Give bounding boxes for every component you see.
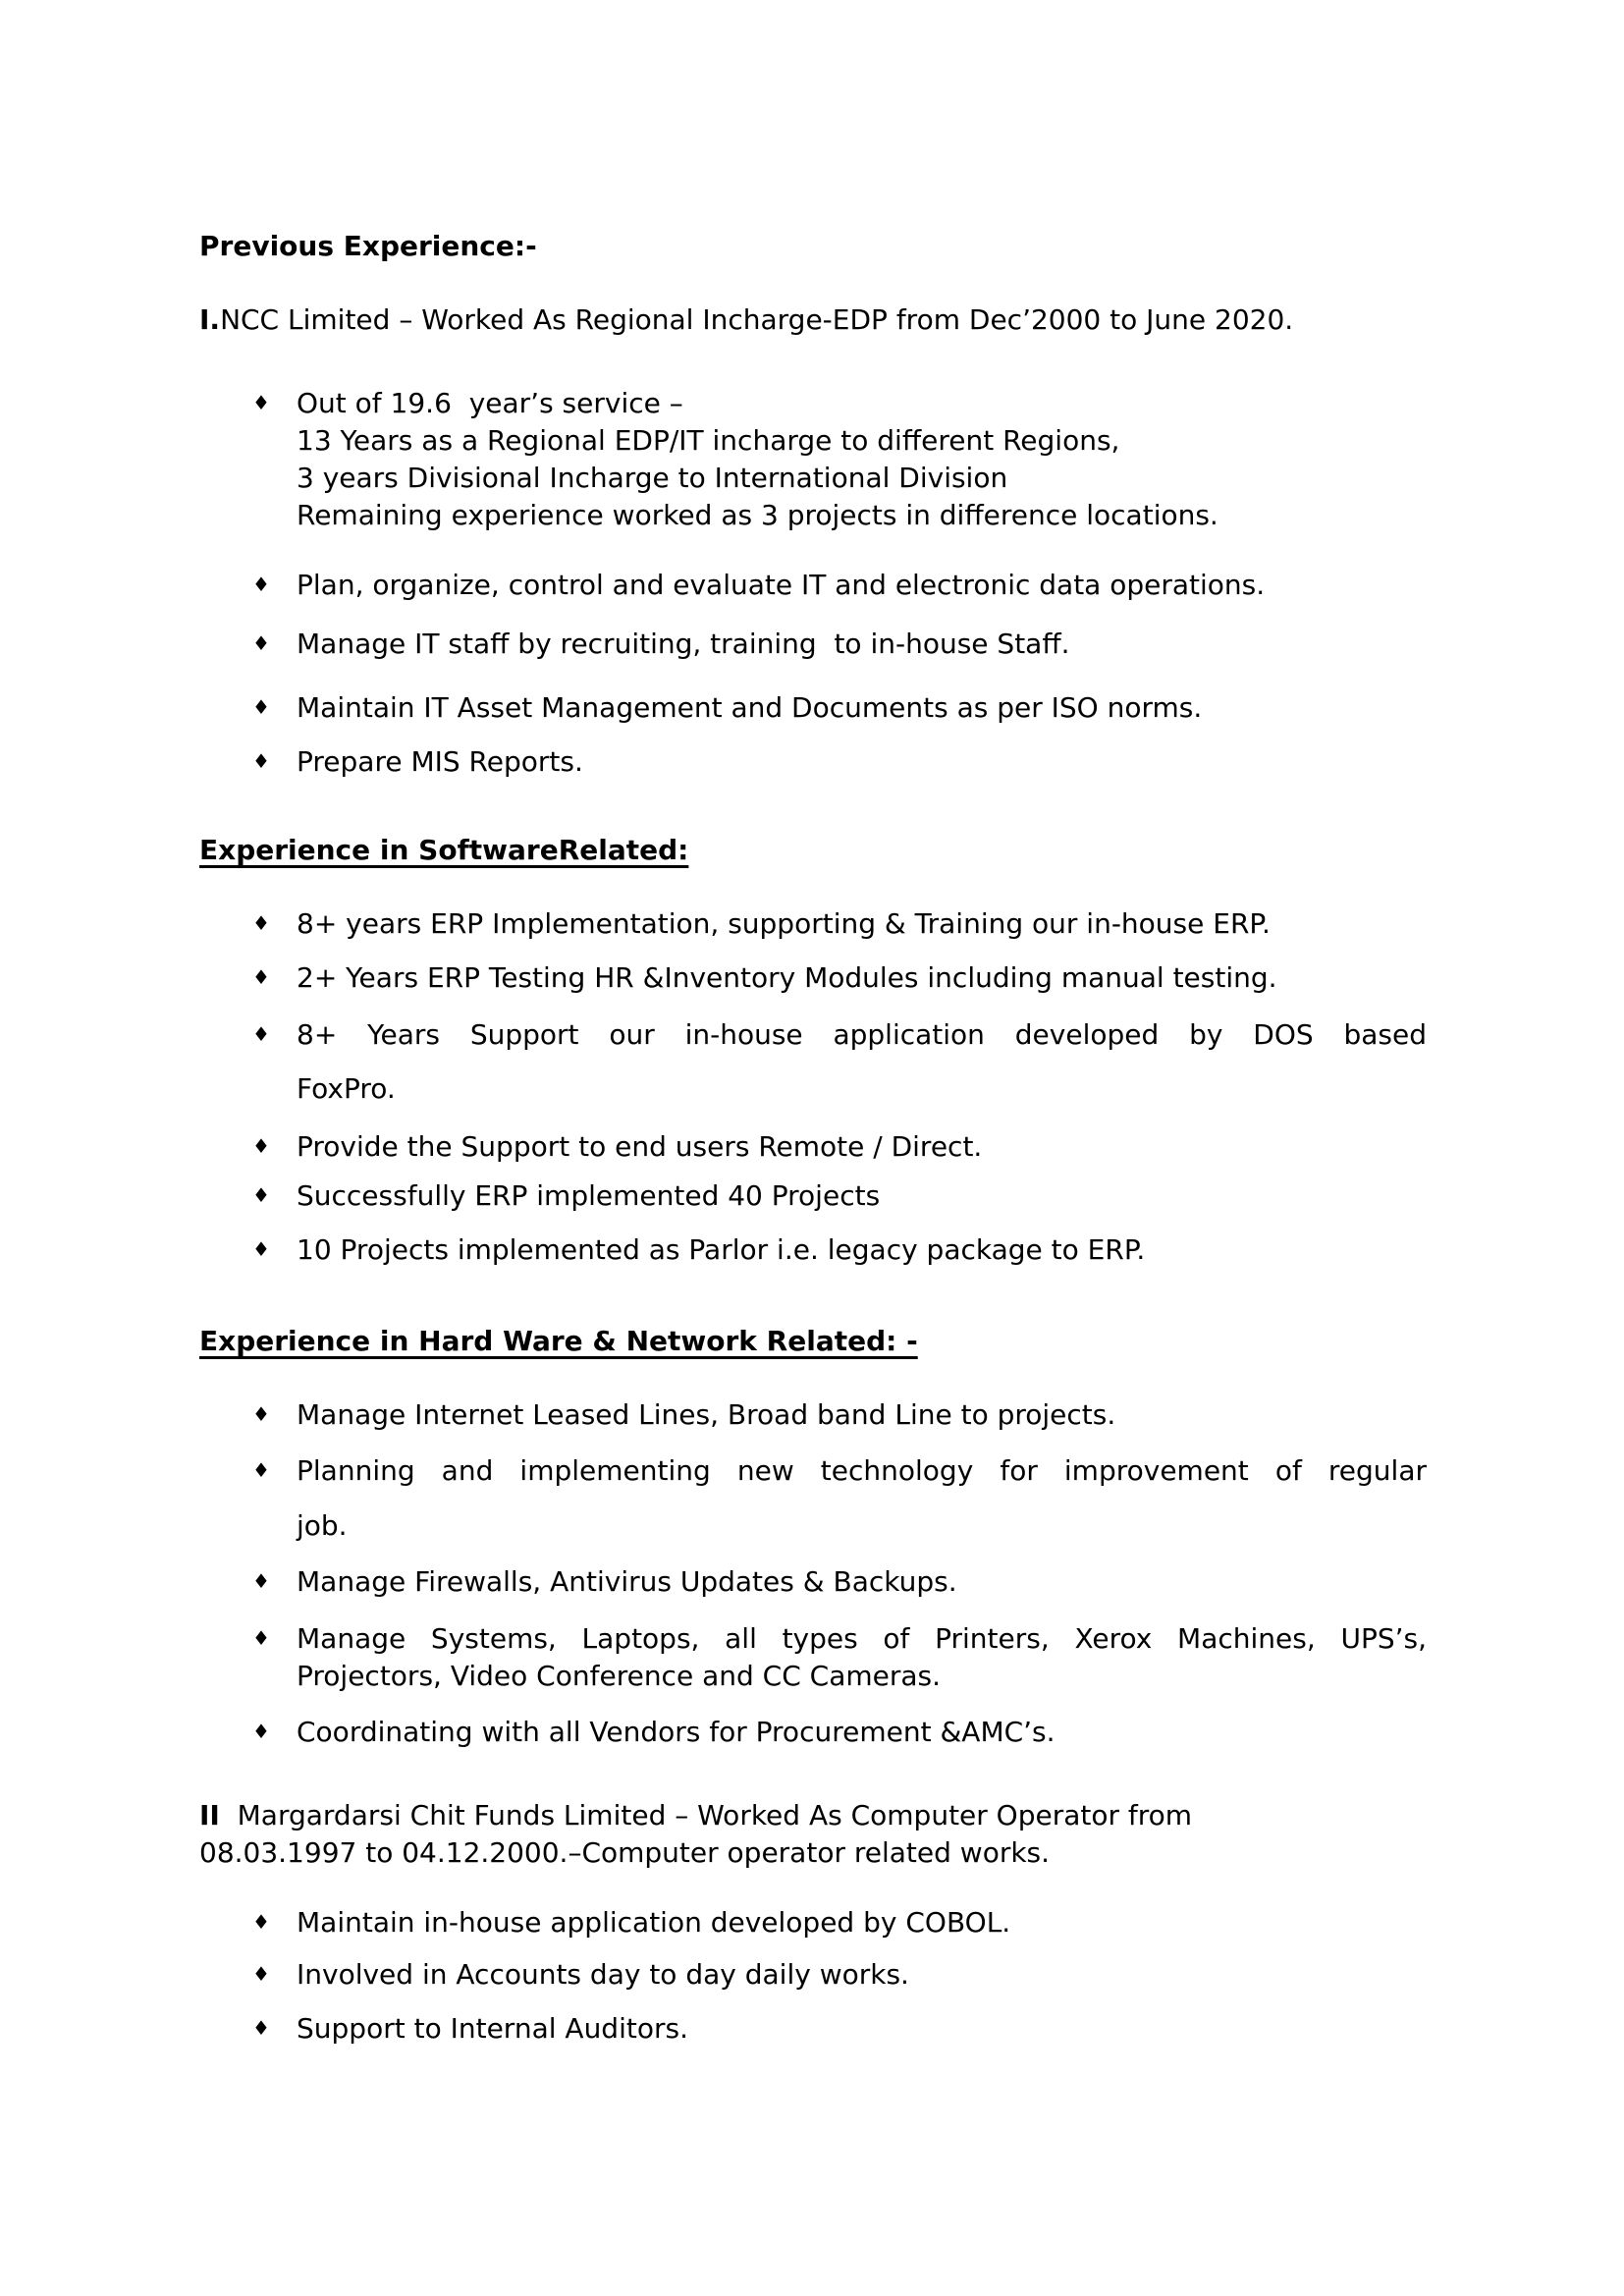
bullet-line: Maintain in-house application developed by COBOL. xyxy=(297,1906,1011,1939)
bullet-line: job. xyxy=(297,1509,348,1542)
bullet-line: Planning and implementing new technology for improvement of regular xyxy=(297,1454,1427,1487)
bullet-item xyxy=(199,1396,1427,1434)
bullet-line: Remaining experience worked as 3 projects in difference locations. xyxy=(297,499,1218,531)
bullet-item xyxy=(199,1620,1427,1695)
diamond-bullet-icon: ♦ xyxy=(252,1402,270,1426)
bullet-line: Maintain IT Asset Management and Documents as per ISO norms. xyxy=(297,691,1203,724)
diamond-bullet-icon: ♦ xyxy=(252,1962,270,1986)
diamond-bullet-icon: ♦ xyxy=(252,391,270,414)
employer2-numeral: II xyxy=(199,1799,220,1831)
diamond-bullet-icon: ♦ xyxy=(252,1910,270,1934)
section-heading-software: Experience in SoftwareRelated: xyxy=(199,834,689,866)
diamond-bullet-icon: ♦ xyxy=(252,631,270,655)
diamond-bullet-icon: ♦ xyxy=(252,2016,270,2040)
page-title: Previous Experience:- xyxy=(199,230,537,262)
bullet-item xyxy=(199,1452,1427,1545)
bullet-item xyxy=(199,689,1427,727)
employer2-line1 xyxy=(199,1797,1427,1834)
employer1-numeral: I. xyxy=(199,303,221,336)
diamond-bullet-icon: ♦ xyxy=(252,695,270,719)
bullet-line: 10 Projects implemented as Parlor i.e. legacy package to ERP. xyxy=(297,1233,1146,1266)
diamond-bullet-icon: ♦ xyxy=(252,749,270,773)
diamond-bullet-icon: ♦ xyxy=(252,1569,270,1593)
diamond-bullet-icon: ♦ xyxy=(252,1183,270,1207)
bullet-line: 3 years Divisional Incharge to International Division xyxy=(297,462,1008,494)
diamond-bullet-icon: ♦ xyxy=(252,573,270,596)
diamond-bullet-icon: ♦ xyxy=(252,1237,270,1261)
bullet-item xyxy=(199,1128,1427,1166)
employer1-title: NCC Limited – Worked As Regional Incharge-EDP from Dec’2000 to June 2020. xyxy=(220,303,1294,336)
bullet-line: Manage Firewalls, Antivirus Updates & Backups. xyxy=(297,1565,957,1598)
bullet-item xyxy=(199,567,1427,604)
bullet-line: 8+ Years Support our in-house application developed by DOS based xyxy=(297,1018,1427,1051)
bullet-line: Involved in Accounts day to day daily works. xyxy=(297,1958,909,1991)
bullet-item xyxy=(199,1563,1427,1601)
bullet-line: Support to Internal Auditors. xyxy=(297,2012,688,2045)
bullet-line: Provide the Support to end users Remote / Direct. xyxy=(297,1130,983,1163)
bullet-line: Out of 19.6 year’s service – xyxy=(297,387,683,419)
employer2-heading xyxy=(199,1797,1427,1872)
bullet-line: Prepare MIS Reports. xyxy=(297,745,583,778)
employer2-line2: 08.03.1997 to 04.12.2000.–Computer operator related works. xyxy=(199,1836,1051,1869)
bullet-item xyxy=(199,743,1427,781)
bullet-item xyxy=(199,905,1427,943)
diamond-bullet-icon: ♦ xyxy=(252,1458,270,1482)
bullet-item xyxy=(199,2010,1427,2048)
diamond-bullet-icon: ♦ xyxy=(252,1720,270,1743)
bullet-line: Coordinating with all Vendors for Procurement &AMC’s. xyxy=(297,1716,1056,1748)
bullet-item xyxy=(199,1177,1427,1215)
bullet-item xyxy=(199,1904,1427,1941)
diamond-bullet-icon: ♦ xyxy=(252,1134,270,1158)
bullet-line: 2+ Years ERP Testing HR &Inventory Modules including manual testing. xyxy=(297,961,1277,994)
employer1-heading xyxy=(199,301,1427,339)
diamond-bullet-icon: ♦ xyxy=(252,965,270,989)
bullet-line: FoxPro. xyxy=(297,1072,396,1105)
bullet-item xyxy=(199,385,1427,534)
diamond-bullet-icon: ♦ xyxy=(252,1626,270,1650)
bullet-item xyxy=(199,1956,1427,1994)
bullet-line: Successfully ERP implemented 40 Projects xyxy=(297,1179,881,1212)
bullet-line: Manage Systems, Laptops, all types of Printers, Xerox Machines, UPS’s, xyxy=(297,1622,1427,1655)
section-heading-hardware: Experience in Hard Ware & Network Related: - xyxy=(199,1325,918,1357)
bullet-item xyxy=(199,1016,1427,1108)
bullet-item xyxy=(199,1231,1427,1269)
bullet-line: Manage IT staff by recruiting, training to in-house Staff. xyxy=(297,628,1070,660)
bullet-item xyxy=(199,626,1427,663)
employer2-title: Margardarsi Chit Funds Limited – Worked As Computer Operator from xyxy=(219,1799,1193,1831)
bullet-line: 8+ years ERP Implementation, supporting & Training our in-house ERP. xyxy=(297,907,1271,940)
bullet-item xyxy=(199,959,1427,997)
diamond-bullet-icon: ♦ xyxy=(252,911,270,935)
bullet-line: 13 Years as a Regional EDP/IT incharge to different Regions, xyxy=(297,424,1120,457)
bullet-line: Manage Internet Leased Lines, Broad band Line to projects. xyxy=(297,1398,1116,1431)
diamond-bullet-icon: ♦ xyxy=(252,1022,270,1046)
bullet-line: Projectors, Video Conference and CC Cameras. xyxy=(297,1660,942,1692)
bullet-line: Plan, organize, control and evaluate IT and electronic data operations. xyxy=(297,569,1266,601)
bullet-item xyxy=(199,1714,1427,1751)
